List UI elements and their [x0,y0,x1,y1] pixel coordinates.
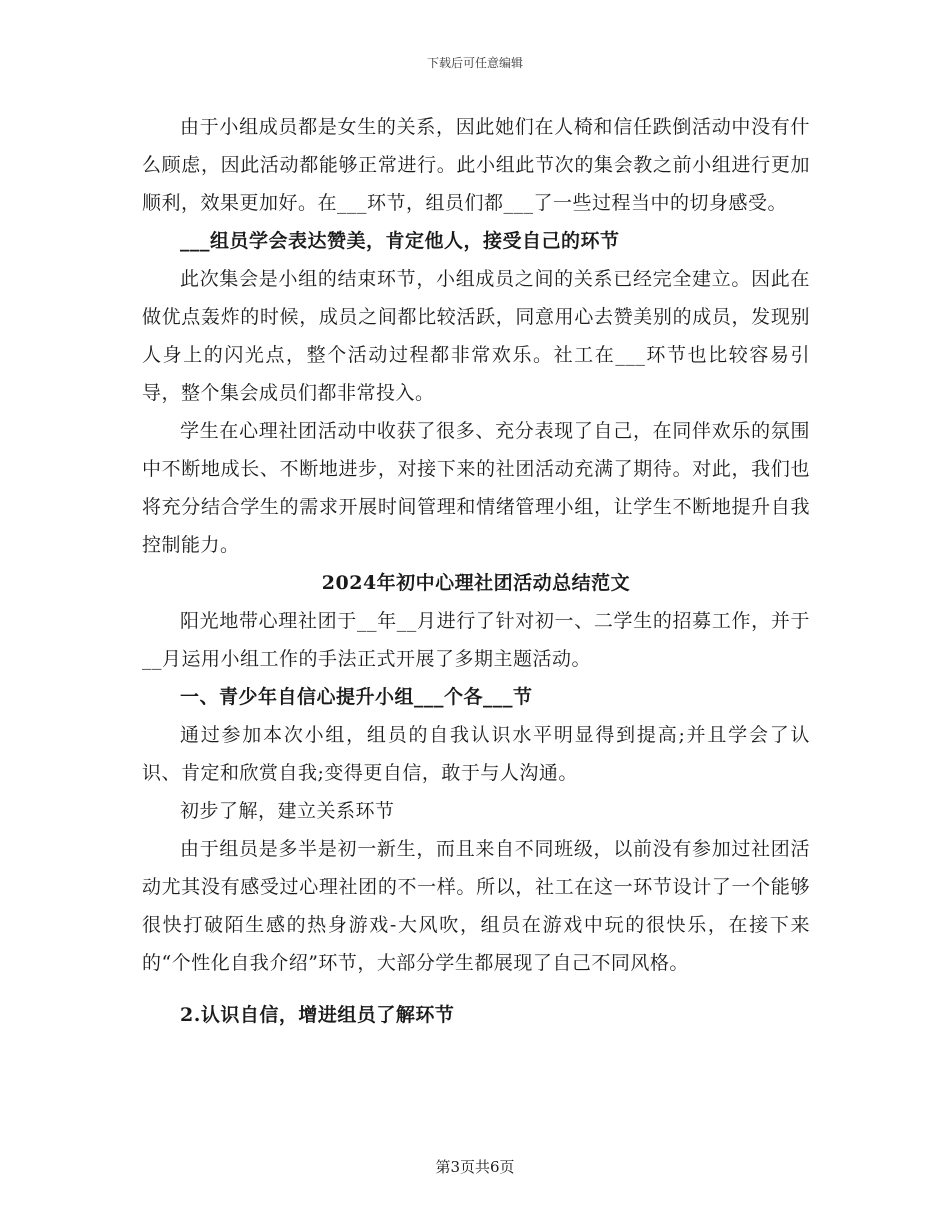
document-body [142,108,810,1034]
page-footer: 第3页共6页 [435,1158,515,1176]
paragraph-4: 阳光地带心理社团于__年__月进行了针对初一、二学生的招募工作，并于__月运用小组工作的手法正式开展了多期主题活动。 [142,610,810,670]
section-heading-confidence: 一、青少年自信心提升小组___个各___节 [180,686,533,708]
section-heading-praise: ___组员学会表达赞美，肯定他人，接受自己的环节 [180,230,620,252]
paragraph-7: 由于组员是多半是初一新生，而且来自不同班级，以前没有参加过社团活动尤其没有感受过心理社团的不一样。所以，社工在这一环节设计了一个能够很快打破陌生感的热身游戏-大风吹，组员在游戏中玩的很快乐，在接下来的“个性化自我介绍”环节，大部分学生都展现了自己不同风格。 [142,838,810,974]
paragraph-3: 学生在心理社团活动中收获了很多、充分表现了自己，在同伴欢乐的氛围中不断地成长、不断地进步，对接下来的社团活动充满了期待。对此，我们也将充分结合学生的需求开展时间管理和情绪管理小组，让学生不断地提升自我控制能力。 [142,420,810,556]
page-header: 下载后可任意编辑 [426,56,523,70]
section-heading-recognize: 2.认识自信，增进组员了解环节 [180,1004,455,1026]
paragraph-6: 初步了解，建立关系环节 [180,800,395,822]
paragraph-5: 通过参加本次小组，组员的自我认识水平明显得到提高;并且学会了认识、肯定和欣赏自我;变得更自信，敢于与人沟通。 [142,724,810,784]
paragraph-2: 此次集会是小组的结束环节，小组成员之间的关系已经完全建立。因此在做优点轰炸的时候，成员之间都比较活跃，同意用心去赞美别的成员，发现别人身上的闪光点，整个活动过程都非常欢乐。社工在___环节也比较容易引导，整个集会成员们都非常投入。 [142,268,810,404]
paragraph-1: 由于小组成员都是女生的关系，因此她们在人椅和信任跌倒活动中没有什么顾虑，因此活动都能够正常进行。此小组此节次的集会教之前小组进行更加顺利，效果更加好。在___环节，组员们都___了一些过程当中的切身感受。 [142,116,810,214]
document-title: 2024年初中心理社团活动总结范文 [321,572,631,594]
